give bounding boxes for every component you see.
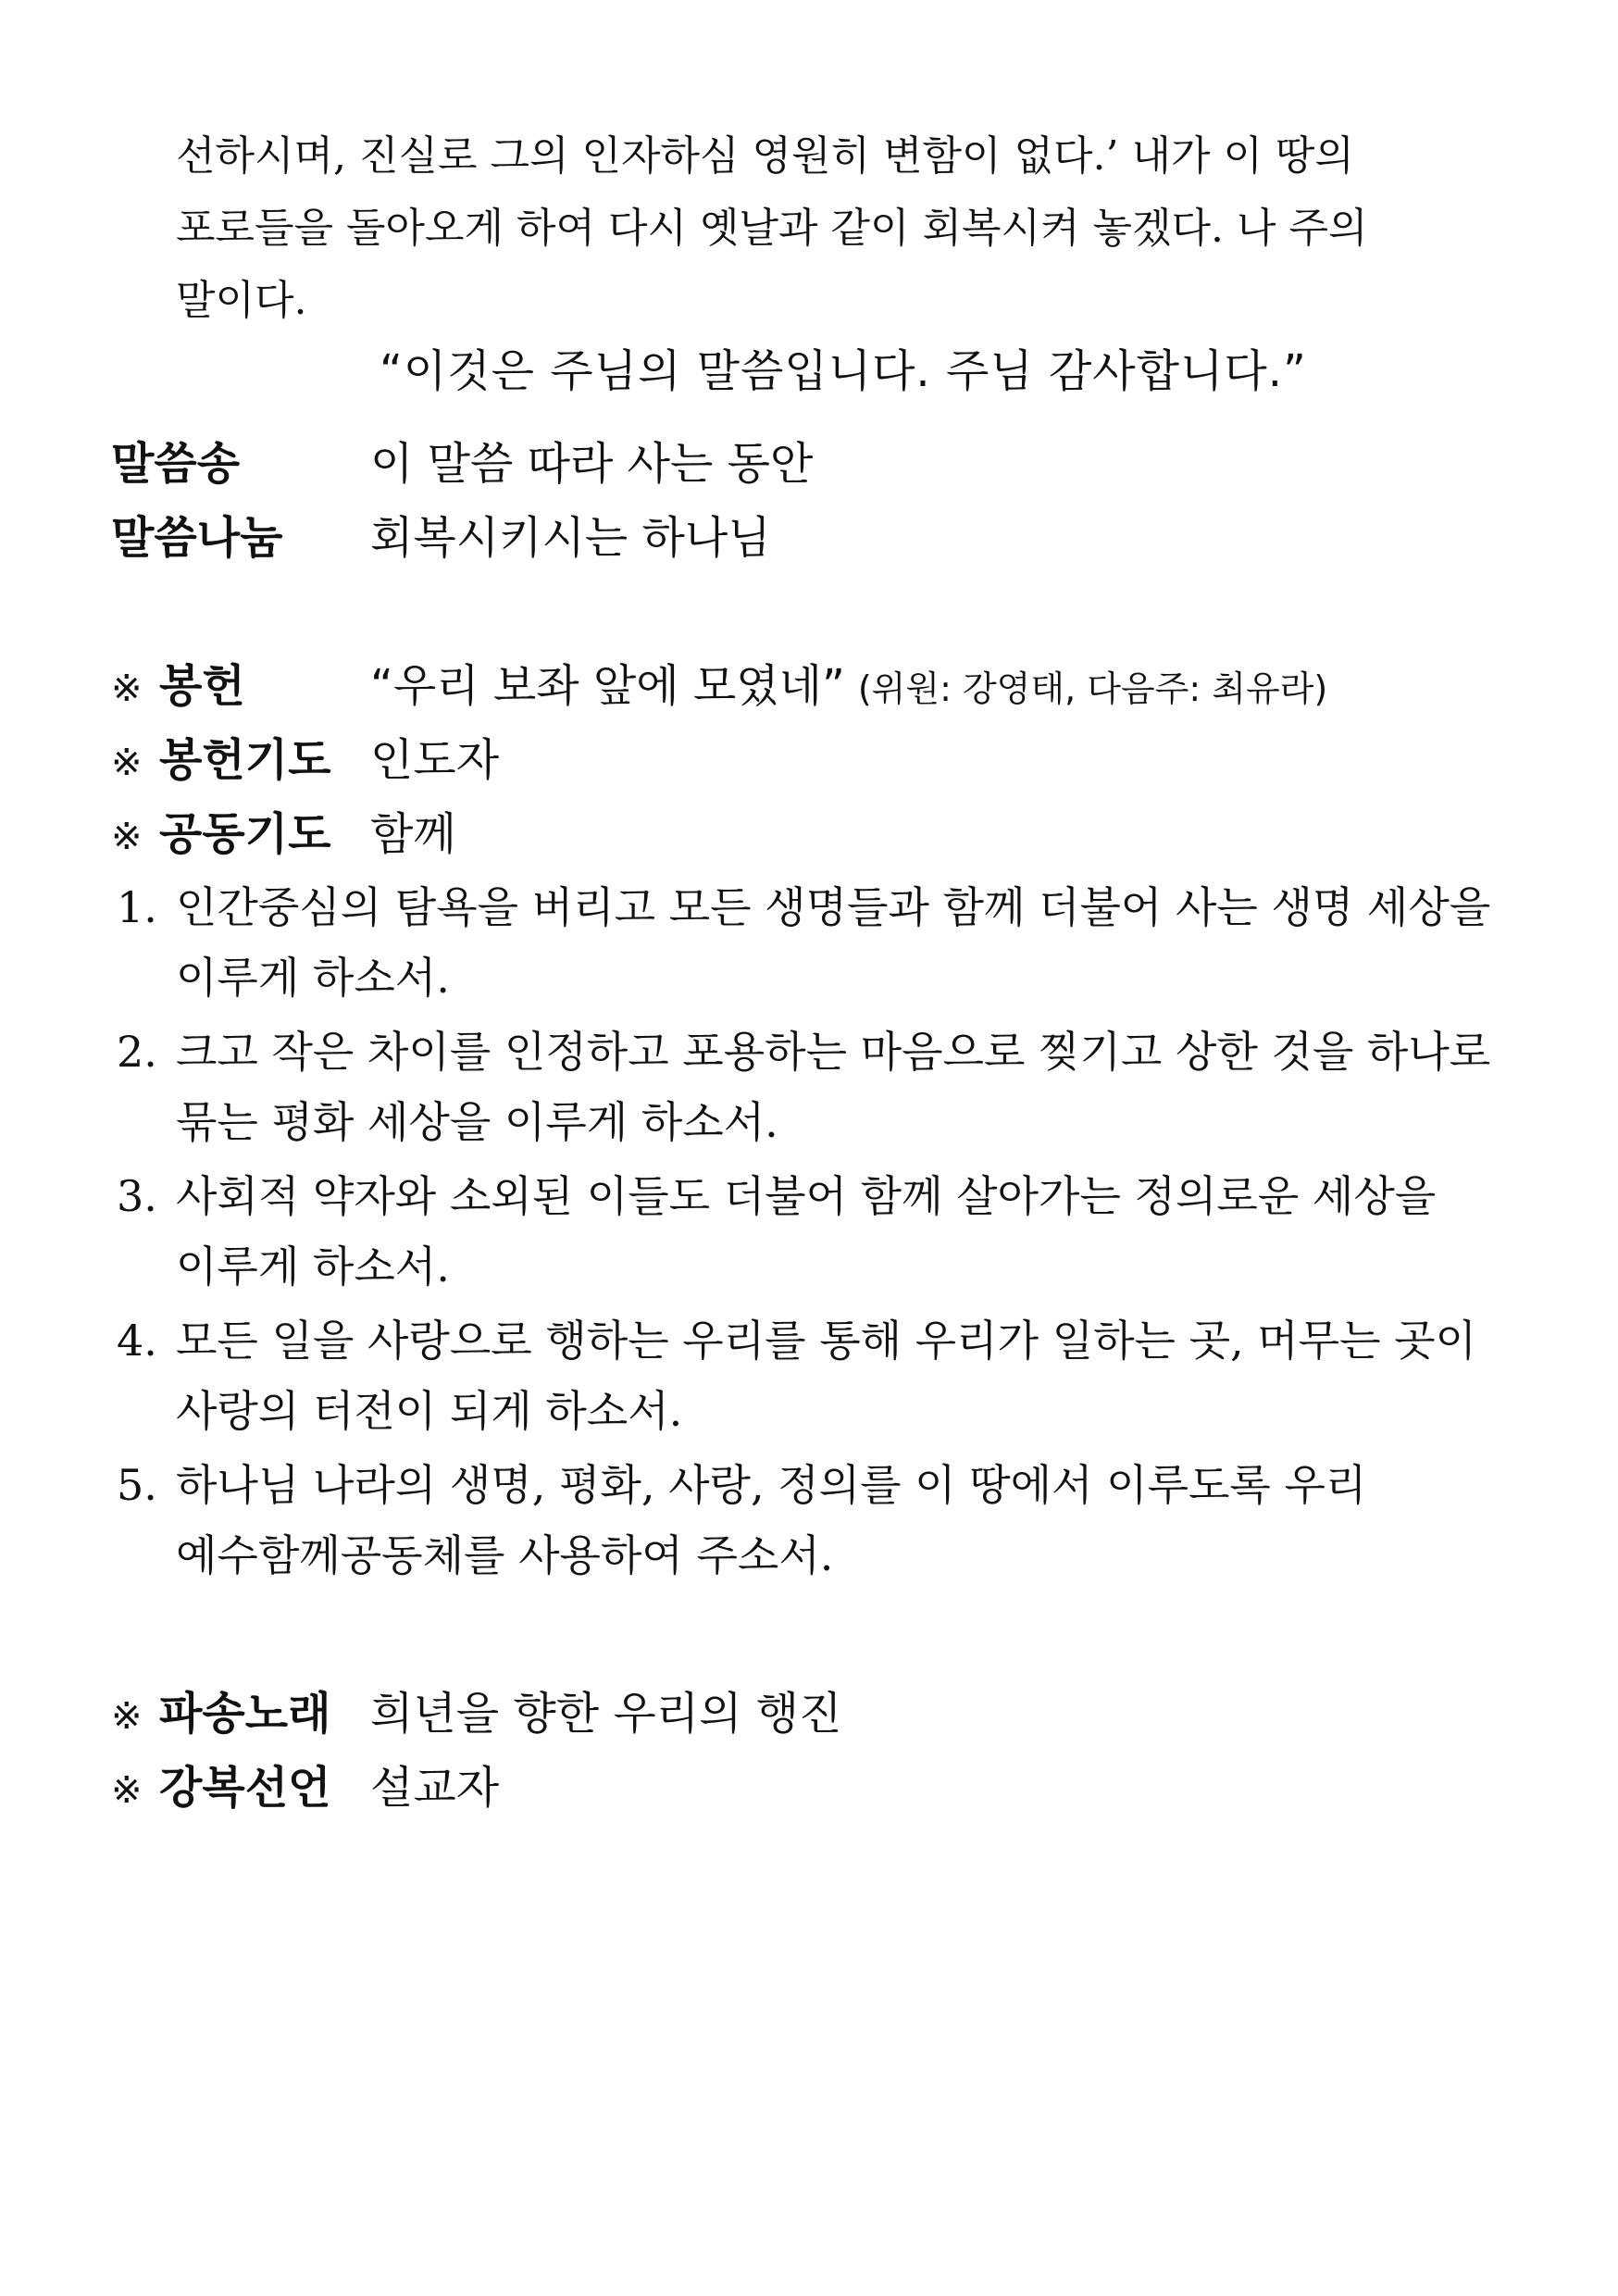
prayer-item: [111, 872, 1518, 1013]
scripture-line: 선하시며, 진실로 그의 인자하심 영원히 변함이 없다.’ 내가 이 땅의: [176, 132, 1354, 180]
offering-value: [370, 650, 1327, 714]
prayer-number: 1.: [117, 882, 157, 932]
offering-hymn: “우리 보좌 앞에 모였네”: [370, 660, 845, 712]
prayer-item: [111, 1161, 1518, 1302]
offering-label: 봉헌: [159, 660, 245, 712]
prayer-line: 이루게 하소서.: [176, 953, 450, 1003]
prayer-line: 크고 작은 차이를 인정하고 포용하는 마음으로 찢기고 상한 것을 하나로: [176, 1027, 1491, 1077]
reference-mark: ※: [111, 668, 143, 710]
prayer-item: [111, 1017, 1518, 1157]
prayer-line: 사회적 약자와 소외된 이들도 더불어 함께 살아가는 정의로운 세상을: [176, 1171, 1437, 1221]
prayer-line: 하나님 나라의 생명, 평화, 사랑, 정의를 이 땅에서 이루도록 우리: [176, 1460, 1367, 1510]
common-prayer-label: 공동기도: [159, 808, 331, 860]
prayer-number: 3.: [117, 1171, 157, 1221]
prayer-line: 인간중심의 탐욕을 버리고 모든 생명들과 함께 더불어 사는 생명 세상을: [176, 882, 1491, 932]
sending-song-title: 희년을 향한 우리의 행진: [370, 1688, 842, 1740]
reference-mark: ※: [111, 742, 143, 784]
scripture-line: 말이다.: [176, 277, 307, 324]
sending-song-label: 파송노래: [159, 1688, 331, 1740]
prayer-item: [111, 1305, 1518, 1446]
song-label: 말씀송: [111, 438, 241, 490]
prayer-number: 2.: [117, 1027, 157, 1077]
offering-note: (위원: 강영태, 다음주: 최유라): [857, 668, 1328, 709]
reference-mark: ※: [111, 816, 143, 858]
scripture-response: “이것은 주님의 말씀입니다. 주님 감사합니다.”: [380, 345, 1307, 397]
scripture-passage: [176, 120, 1518, 337]
prayer-line: 모든 일을 사랑으로 행하는 우리를 통해 우리가 일하는 곳, 머무는 곳이: [176, 1316, 1477, 1366]
offering-row: [111, 650, 1328, 714]
offering-prayer-label: 봉헌기도: [159, 734, 331, 786]
song-title: 이 말씀 따라 사는 동안: [370, 438, 814, 490]
sharing-title: 회복시키시는 하나님: [370, 512, 771, 564]
offering-prayer-row: [111, 724, 500, 788]
prayer-list: [111, 872, 1518, 1594]
benediction-label: 강복선언: [159, 1762, 331, 1814]
song-row: [111, 428, 814, 492]
sending-song-row: [111, 1678, 842, 1741]
reference-mark: ※: [111, 1769, 143, 1812]
prayer-line: 묶는 평화 세상을 이루게 하소서.: [176, 1097, 778, 1147]
scripture-line: 포로들을 돌아오게 하여 다시 옛날과 같이 회복시켜 놓겠다. 나 주의: [176, 205, 1368, 252]
reference-mark: ※: [111, 1695, 143, 1738]
sharing-label: 말씀나눔: [111, 512, 283, 564]
prayer-line: 이루게 하소서.: [176, 1242, 450, 1292]
offering-prayer-leader: 인도자: [370, 734, 500, 786]
sharing-row: [111, 502, 771, 566]
common-prayer-value: 함께: [370, 808, 456, 860]
prayer-item: [111, 1450, 1518, 1591]
benediction-leader: 설교자: [370, 1762, 500, 1814]
prayer-line: 예수함께공동체를 사용하여 주소서.: [176, 1530, 834, 1580]
prayer-number: 5.: [117, 1460, 157, 1510]
prayer-number: 4.: [117, 1316, 157, 1366]
prayer-line: 사랑의 터전이 되게 하소서.: [176, 1386, 683, 1436]
common-prayer-row: [111, 798, 456, 862]
benediction-row: [111, 1752, 500, 1816]
